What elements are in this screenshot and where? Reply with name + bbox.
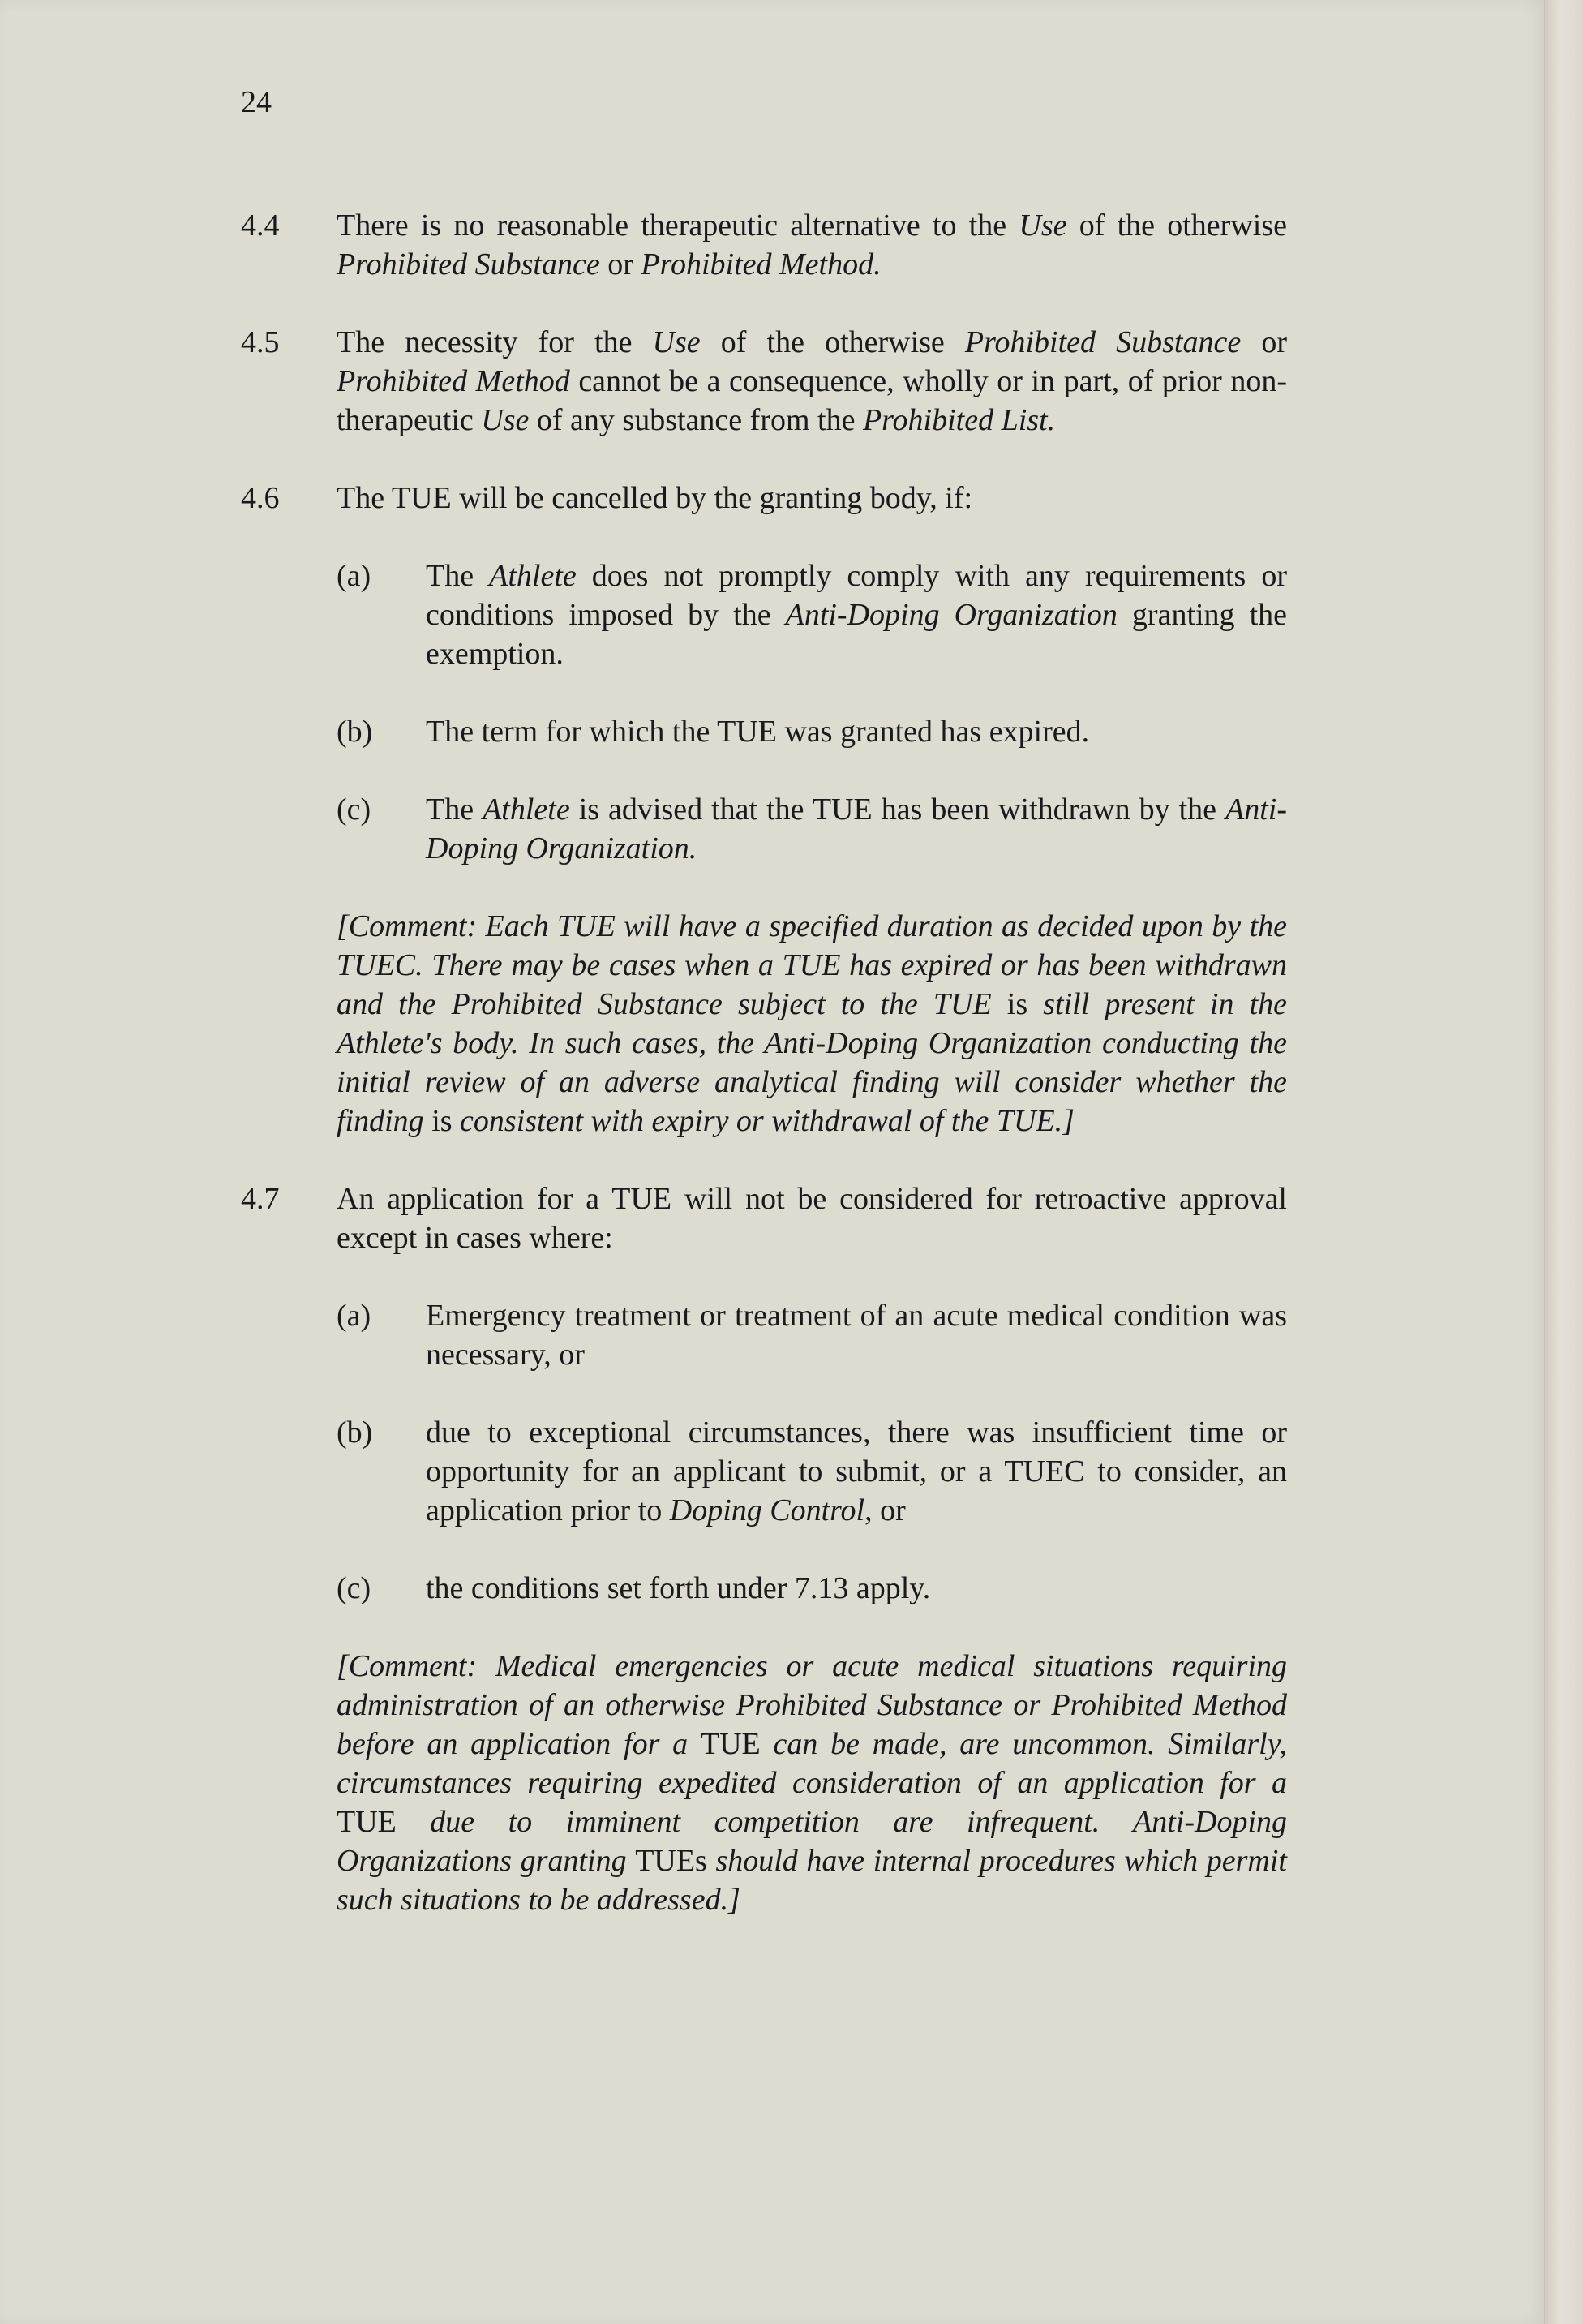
subclause-4-7-a bbox=[241, 1296, 1287, 1374]
subclause-text: the conditions set forth under 7.13 apply. bbox=[426, 1571, 931, 1605]
clause-number: 4.7 bbox=[241, 1182, 280, 1216]
subclause-label: (a) bbox=[337, 559, 371, 593]
subclause-label: (b) bbox=[337, 1415, 373, 1450]
clause-text: An application for a TUE will not be considered for retroactive approval except in cases where: bbox=[337, 1182, 1287, 1255]
subclause-label: (a) bbox=[337, 1299, 371, 1333]
clause-number: 4.4 bbox=[241, 208, 280, 243]
subclause-label: (c) bbox=[337, 793, 371, 827]
clause-text: There is no reasonable therapeutic alternative to the Use of the otherwise Prohibited Substance or Prohibited Method. bbox=[337, 208, 1287, 281]
subclause-4-7-b bbox=[241, 1413, 1287, 1530]
clause-number: 4.6 bbox=[241, 481, 280, 515]
subclause-4-6-a bbox=[241, 556, 1287, 673]
clause-number: 4.5 bbox=[241, 325, 280, 359]
comment-4-7: [Comment: Medical emergencies or acute medical situations requiring administration of an otherwise Prohibited Substance or Prohibited Method before an application for a TUE can be made, are uncommon. Similarly, circumstances requiring expedited consideration of an application for a TUE due to imminent competition are infrequent. Anti-Doping Organizations granting TUEs should have internal procedures which permit such situations to be addressed.] bbox=[337, 1649, 1287, 1917]
subclause-text: The Athlete does not promptly comply with any requirements or conditions imposed by the Anti-Doping Organization granting the exemption. bbox=[426, 559, 1288, 671]
subclause-4-7-c bbox=[241, 1569, 1287, 1608]
subclause-text: due to exceptional circumstances, there was insufficient time or opportunity for an applicant to submit, or a TUEC to consider, an application prior to Doping Control, or bbox=[426, 1415, 1287, 1527]
comment-4-6: [Comment: Each TUE will have a specified duration as decided upon by the TUEC. There may be cases when a TUE has expired or has been withdrawn and the Prohibited Substance subject to the TUE is still present in the Athlete's body. In such cases, the Anti-Doping Organization conducting the initial review of an adverse analytical finding will consider whether the finding is consistent with expiry or withdrawal of the TUE.] bbox=[337, 909, 1287, 1138]
subclause-4-6-c bbox=[241, 790, 1287, 868]
subclause-label: (b) bbox=[337, 715, 373, 749]
clause-4-4 bbox=[241, 206, 1287, 284]
document-body bbox=[241, 206, 1287, 1958]
clause-4-6 bbox=[241, 479, 1287, 518]
clause-4-7 bbox=[241, 1179, 1287, 1257]
clause-text: The TUE will be cancelled by the granting body, if: bbox=[337, 481, 973, 515]
subclause-4-6-b bbox=[241, 712, 1287, 751]
clause-4-5 bbox=[241, 323, 1287, 440]
page-number: 24 bbox=[241, 85, 272, 119]
subclause-text: The term for which the TUE was granted has expired. bbox=[426, 715, 1090, 749]
subclause-text: Emergency treatment or treatment of an acute medical condition was necessary, or bbox=[426, 1299, 1287, 1372]
clause-text: The necessity for the Use of the otherwise Prohibited Substance or Prohibited Method cannot be a consequence, wholly or in part, of prior non-therapeutic Use of any substance from the Prohibited List. bbox=[337, 325, 1287, 437]
subclause-label: (c) bbox=[337, 1571, 371, 1605]
subclause-text: The Athlete is advised that the TUE has been withdrawn by the Anti-Doping Organization. bbox=[426, 793, 1287, 866]
book-spine-edge bbox=[1544, 0, 1583, 2324]
